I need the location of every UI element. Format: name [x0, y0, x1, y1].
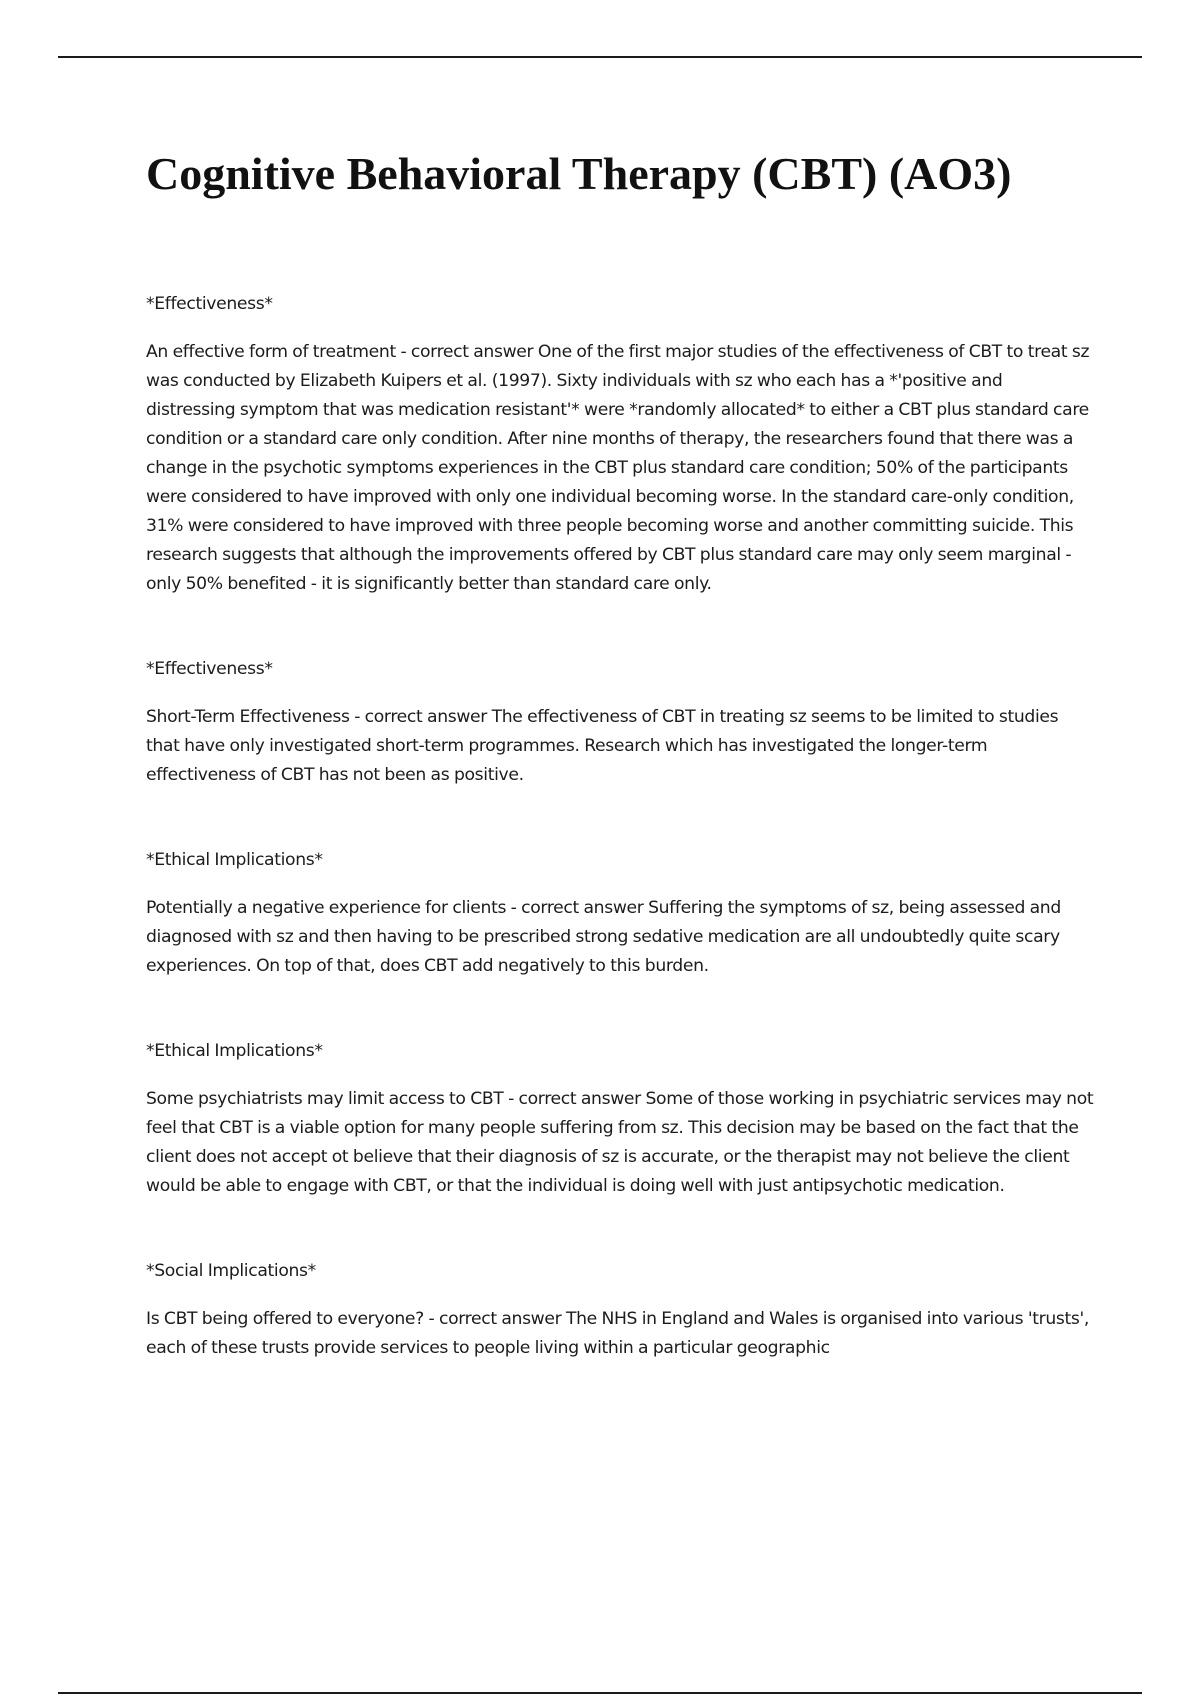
- section-text: Some psychiatrists may limit access to CBT - correct answer Some of those working in psychiatric services may not feel that CBT is a viable option for many people suffering from sz. This decision may be based on the fact that the client does not accept ot believe that their diagnosis of sz is accurate, or the therapist may not believe the client would be able to engage with CBT, or that the individual is doing well with just antipsychotic medication.: [146, 1089, 1094, 1196]
- footer-rule: [58, 1692, 1142, 1694]
- section-ethical-implications-1: [146, 846, 1094, 981]
- section-heading: *Effectiveness*: [146, 294, 273, 314]
- section-text: Is CBT being offered to everyone? - correct answer The NHS in England and Wales is organised into various 'trusts', each of these trusts provide services to people living within a particular geographic: [146, 1309, 1089, 1358]
- section-heading: *Social Implications*: [146, 1261, 316, 1281]
- section-heading: *Effectiveness*: [146, 659, 273, 679]
- document-body: [146, 290, 1094, 1419]
- section-heading: *Ethical Implications*: [146, 1041, 323, 1061]
- section-effectiveness-1: [146, 290, 1094, 599]
- section-heading: *Ethical Implications*: [146, 850, 323, 870]
- section-social-implications: [146, 1257, 1094, 1363]
- page-title: Cognitive Behavioral Therapy (CBT) (AO3): [146, 148, 1012, 199]
- section-text: An effective form of treatment - correct answer One of the first major studies of the effectiveness of CBT to treat sz was conducted by Elizabeth Kuipers et al. (1997). Sixty individuals with sz who each has a *'positive and distressing symptom that was medication resistant'* were *randomly allocated* to either a CBT plus standard care condition or a standard care only condition. After nine months of therapy, the researchers found that there was a change in the psychotic symptoms experiences in the CBT plus standard care condition; 50% of the participants were considered to have improved with only one individual becoming worse. In the standard care-only condition, 31% were considered to have improved with three people becoming worse and another committing suicide. This research suggests that although the improvements offered by CBT plus standard care may only seem marginal - only 50% benefited - it is significantly better than standard care only.: [146, 342, 1090, 594]
- section-text: Potentially a negative experience for clients - correct answer Suffering the symptoms of sz, being assessed and diagnosed with sz and then having to be prescribed strong sedative medication are all undoubtedly quite scary experiences. On top of that, does CBT add negatively to this burden.: [146, 898, 1061, 976]
- section-effectiveness-2: [146, 655, 1094, 790]
- header-rule: [58, 56, 1142, 58]
- section-text: Short-Term Effectiveness - correct answer The effectiveness of CBT in treating sz seems to be limited to studies that have only investigated short-term programmes. Research which has investigated the longer-term effectiveness of CBT has not been as positive.: [146, 707, 1059, 785]
- section-ethical-implications-2: [146, 1037, 1094, 1201]
